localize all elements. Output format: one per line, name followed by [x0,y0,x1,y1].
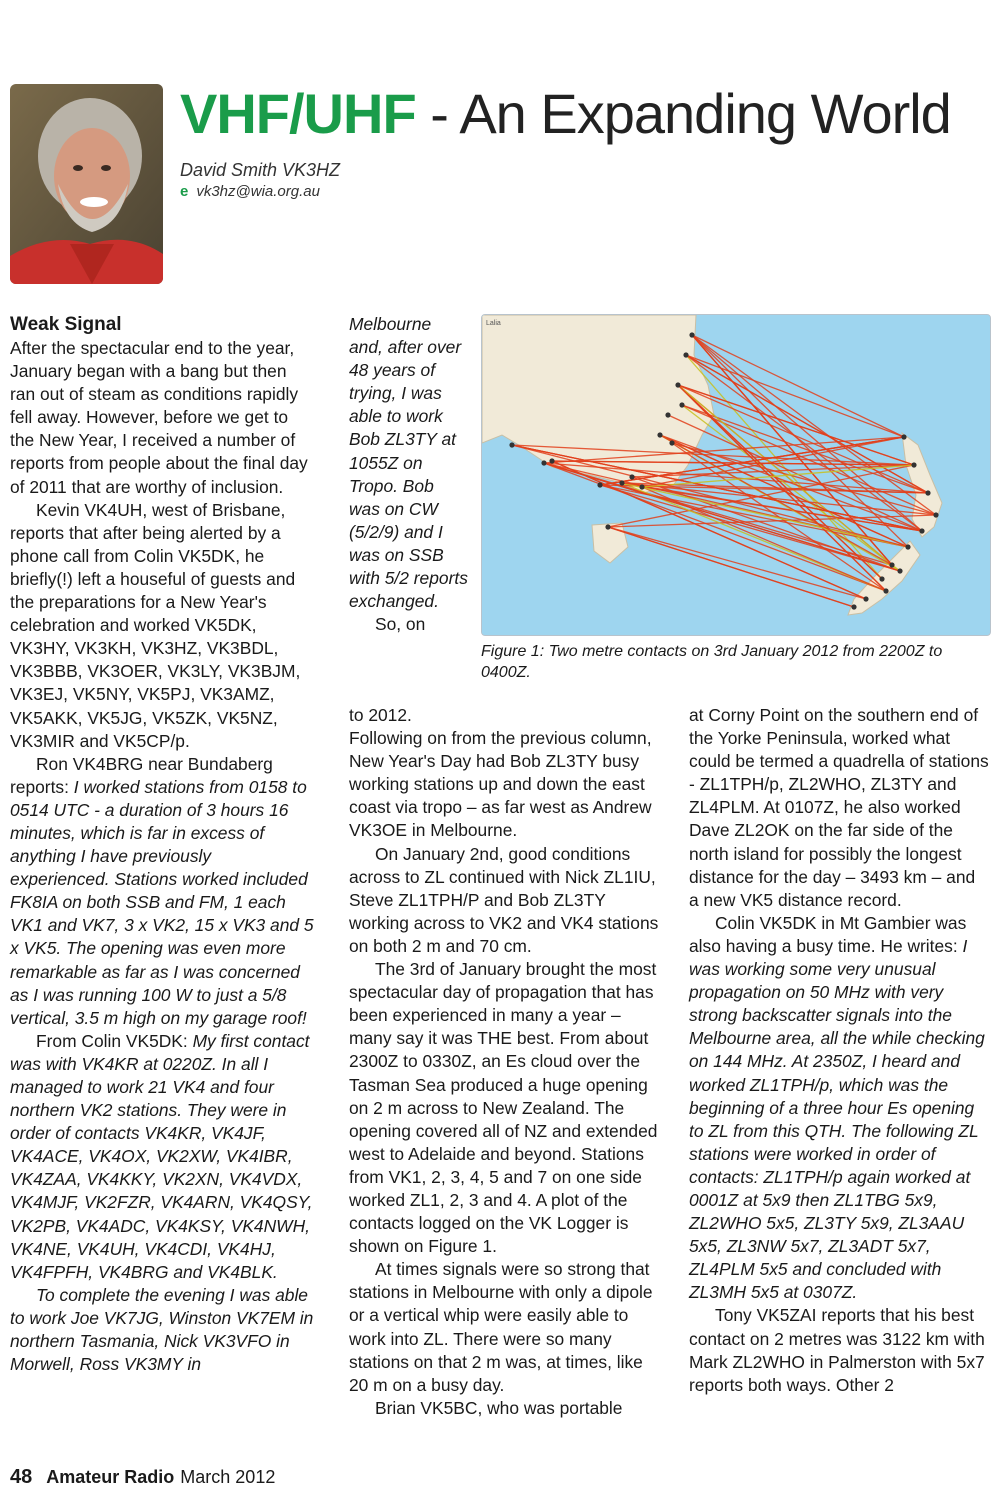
paragraph [10,753,315,1030]
station-pin [889,562,894,567]
title-rest: - An Expanding World [415,82,951,145]
station-pin [897,568,902,573]
paragraph: Kevin VK4UH, west of Brisbane, reports that after being alerted by a phone call from Colin VK5DK, he briefly(!) left a houseful of guests and the preparations for a New Year's celebration and worked VK5DK, VK3HY, VK3KH, VK3HZ, VK3BDL, VK3BBB, VK3OER, VK3LY, VK3BJM, VK3EJ, VK5NY, VK5PJ, VK3AMZ, VK5AKK, VK5JG, VK5ZK, VK5NZ, VK3MIR and VK5CP/p. [10,499,301,751]
quote: I was working some very unusual propagation on 50 MHz with very strong backscatter signals into the Melbourne area, all the while checking on 144 MHz. At 2350Z, I heard and worked ZL1TPH/p, which was the beginning of a three hour Es opening to ZL from this QTH. The following ZL stations were worked in order of contacts: ZL1TPH/p again worked at 0001Z at 5x9 then ZL1TBG 5x9, ZL2WHO 5x5, ZL3TY 5x9, ZL3AAU 5x5, ZL3NW 5x7, ZL3ADT 5x7, ZL4PLM 5x5 and concluded with ZL3MH 5x5 at 0307Z. [689,935,985,1303]
quote [349,313,469,613]
station-pin [919,528,924,533]
section-heading: Weak Signal [10,314,122,335]
station-pin [883,588,888,593]
author-email[interactable]: vk3hz@wia.org.au [196,183,320,200]
email-label: e [180,183,189,200]
column-2-top [349,313,469,636]
article-title [180,82,951,146]
page-footer [10,1466,275,1489]
station-pin [933,512,938,517]
station-pin [901,434,906,439]
quote-text: Melbourne and, after over 48 years of trying, I was able to work Bob ZL3TY at 1055Z on Tropo. Bob was on CW (5/2/9) and I was on SSB with 5/2 reports exchanged. [349,314,468,612]
station-pin [683,352,688,357]
paragraph: So, on [375,614,426,635]
paragraph: After the spectacular end to the year, January began with a bang but then ran out of steam as conditions rapidly fell away. However, before we get to the New Year, I received a number of reports from people about the final day of 2011 that are worthy of inclusion. [10,338,308,497]
contact-map [482,315,990,635]
figure-caption [481,641,989,683]
station-pin [675,382,680,387]
title-main: VHF/UHF [180,82,416,145]
station-pin [639,484,644,489]
paragraph [10,1030,315,1284]
paragraph: Following on from the previous column, New Year's Day had Bob ZL3TY busy working stations up and down the east coast via tropo – as far west as Andrew VK3OE in Melbourne. [349,728,652,841]
paragraph: Tony VK5ZAI reports that his best contact on 2 metres was 3122 km with Mark ZL2WHO in Palmerston with 5x7 reports both ways. Other 2 [689,1305,985,1395]
paragraph-lead: From Colin VK5DK: [36,1030,193,1051]
paragraph: Brian VK5BC, who was portable [375,1397,623,1418]
station-pin [541,460,546,465]
paragraph: On January 2nd, good conditions across to ZL continued with Nick ZL1IU, Steve ZL1TPH/P and Bob ZL3TY working across to VK2 and VK4 stations on both 2 m and 70 cm. [349,843,659,956]
paragraph: At times signals were so strong that stations in Melbourne with only a dipole or a vertical whip were easily able to work into ZL. There were so many stations on that 2 m was, at times, like 20 m on a busy day. [349,1259,653,1395]
paragraph-lead: Ron VK4BRG near Bundaberg reports: [10,753,273,797]
station-pin [905,544,910,549]
figure-map [481,314,991,636]
map-label: Lalia [486,320,501,327]
station-pin [911,462,916,467]
paragraph [10,1284,315,1376]
page-number: 48 [10,1466,33,1488]
paragraph: at Corny Point on the southern end of the Yorke Peninsula, worked what could be termed a quadrella of stations - ZL1TPH/p, ZL2WHO, ZL3TY and ZL4PLM. At 0107Z, he also worked Dave ZL2OK on the far side of the north island for possibly the longest distance for the day – 3493 km – and a new VK5 distance record. [689,705,989,910]
quote: I worked stations from 0158 to 0514 UTC - a duration of 3 hours 16 minutes, which is far in excess of anything I have previously experienced. Stations worked included FK8IA on both SSB and FM, 1 each VK1 and VK7, 3 x VK2, 15 x VK3 and 5 x VK5. The opening was even more remarkable as far as I was concerned as I was running 100 W to just a 5/8 vertical, 3.5 m high on my garage roof! [10,776,314,1028]
station-pin [679,402,684,407]
station-pin [509,442,514,447]
column-1 [10,313,315,1376]
station-pin [597,482,602,487]
column-3 [689,704,989,1397]
author-email-line [180,183,320,200]
station-pin [629,474,634,479]
quote: To complete the evening I was able to work Joe VK7JG, Winston VK7EM in northern Tasmania, Nick VK3VFO in Morwell, Ross VK3MY in [10,1284,314,1375]
author-photo [10,84,163,284]
issue-date: March 2012 [180,1467,276,1487]
station-pin [851,604,856,609]
station-pin [549,458,554,463]
paragraph: The 3rd of January brought the most spectacular day of propagation that has been experienced in many a year – many say it was THE best. From about 2300Z to 0330Z, an Es cloud over the Tasman Sea produced a huge opening on 2 m across to New Zealand. The opening covered all of NZ and extended west to Adelaide and beyond. Stations from VK1, 2, 3, 4, 5 and 7 on one side worked ZL1, 2, 3 and 4. A plot of the contacts logged on the VK Logger is shown on Figure 1. [349,959,658,1257]
quote: My first contact was with VK4KR at 0220Z. In all I managed to work 21 VK4 and four northern VK2 stations. They were in order of contacts VK4KR, VK4JF, VK4ACE, VK4OX, VK2XW, VK4IBR, VK4ZAA, VK4KKY, VK2XN, VK4VDX, VK4MJF, VK2FZR, VK4ARN, VK4QSY, VK2PB, VK4ADC, VK4KSY, VK4NWH, VK4NE, VK4UH, VK4CDI, VK4HJ, VK4FPFH, VK4BRG and VK4BLK. [10,1030,313,1282]
station-pin [925,490,930,495]
paragraph [689,912,989,1305]
figure-caption-text: Figure 1: Two metre contacts on 3rd January 2012 from 2200Z to 0400Z. [481,643,943,681]
station-pin [879,576,884,581]
station-pin [689,332,694,337]
magazine-name: Amateur Radio [46,1467,175,1487]
station-pin [605,524,610,529]
paragraph: to 2012. [349,705,412,725]
station-pin [669,440,674,445]
station-pin [657,432,662,437]
paragraph-lead: Colin VK5DK in Mt Gambier was also having a busy time. He writes: [689,912,967,956]
column-2 [349,704,659,1420]
station-pin [665,412,670,417]
author-name: David Smith VK3HZ [180,160,341,180]
station-pin [863,596,868,601]
station-pin [619,480,624,485]
